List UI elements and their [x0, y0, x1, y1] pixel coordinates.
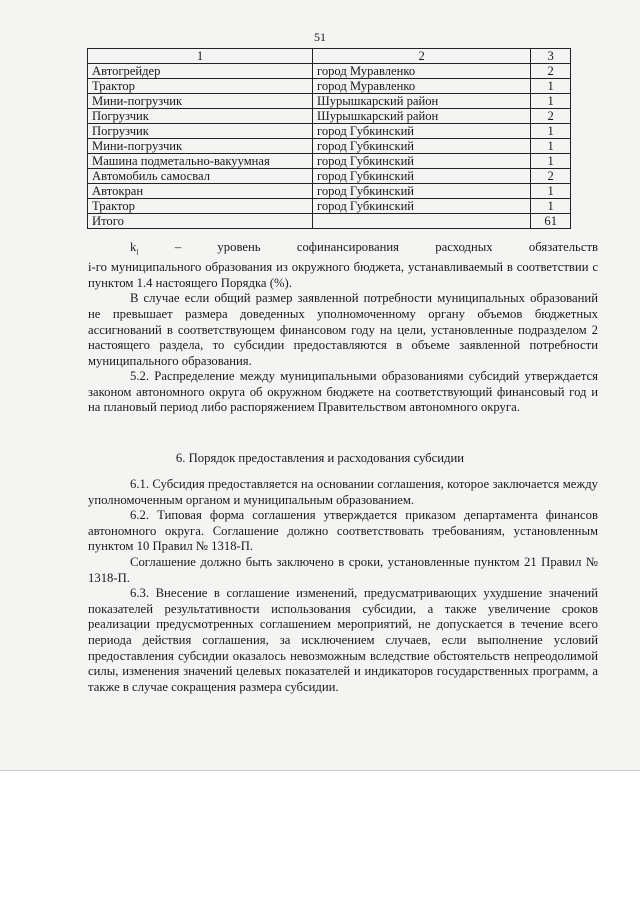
- paragraph: В случае если общий размер заявленной потребности муниципальных образований не превышает размера доведенных уполномоченному органу объемов бюджетных ассигнований в соответствующем финансовом году на цели, установленные подразделом 2 настоящего раздела, то субсидии предоставляются в объеме заявленной потребности муниципального образования.: [88, 291, 598, 368]
- ki-word: обязательств: [528, 240, 598, 254]
- total-empty-cell: [312, 214, 530, 229]
- count-cell: 1: [531, 124, 571, 139]
- location-cell: город Губкинский: [312, 154, 530, 169]
- table-header-cell: 1: [88, 49, 313, 64]
- text-block-bottom: [88, 477, 598, 695]
- equipment-name-cell: Автокран: [88, 184, 313, 199]
- page-number: 51: [314, 30, 326, 44]
- equipment-name-cell: Мини-погрузчик: [88, 94, 313, 109]
- paragraph: Соглашение должно быть заключено в сроки, установленные пунктом 21 Правил № 1318-П.: [88, 554, 598, 585]
- paragraph: 6.1. Субсидия предоставляется на основании соглашения, которое заключается между уполномоченным органом и муниципальным образованием.: [88, 477, 598, 507]
- location-cell: Шурышкарский район: [312, 94, 530, 109]
- table-row: [88, 109, 571, 124]
- location-cell: город Муравленко: [312, 64, 530, 79]
- location-cell: Шурышкарский район: [312, 109, 530, 124]
- count-cell: 2: [531, 64, 571, 79]
- table-row: [88, 124, 571, 139]
- ki-word: расходных: [435, 240, 493, 254]
- equipment-name-cell: Машина подметально-вакуумная: [88, 154, 313, 169]
- table-row: [88, 184, 571, 199]
- count-cell: 1: [531, 199, 571, 214]
- equipment-table: [87, 48, 571, 229]
- table-header-cell: 2: [312, 49, 530, 64]
- table-row: [88, 199, 571, 214]
- count-cell: 2: [531, 109, 571, 124]
- ki-word: –: [174, 240, 182, 254]
- table-row: [88, 169, 571, 184]
- location-cell: город Губкинский: [312, 139, 530, 154]
- equipment-name-cell: Погрузчик: [88, 109, 313, 124]
- count-cell: 2: [531, 169, 571, 184]
- count-cell: 1: [531, 139, 571, 154]
- location-cell: город Губкинский: [312, 184, 530, 199]
- location-cell: город Губкинский: [312, 124, 530, 139]
- paragraph: 5.2. Распределение между муниципальными образованиями субсидий утверждается законом автономного округа об окружном бюджете на соответствующий финансовый год и на плановый период либо распоряжением Правительством автономного округа.: [88, 369, 598, 415]
- count-cell: 1: [531, 154, 571, 169]
- table-row: [88, 64, 571, 79]
- table-row: [88, 94, 571, 109]
- table-row: [88, 154, 571, 169]
- total-label-cell: Итого: [88, 214, 313, 229]
- total-value-cell: 61: [531, 214, 571, 229]
- equipment-name-cell: Трактор: [88, 199, 313, 214]
- ki-definition-line: [88, 240, 598, 260]
- equipment-name-cell: Автомобиль самосвал: [88, 169, 313, 184]
- location-cell: город Губкинский: [312, 169, 530, 184]
- section-heading: 6. Порядок предоставления и расходования субсидии: [175, 451, 465, 465]
- equipment-name-cell: Погрузчик: [88, 124, 313, 139]
- ki-word: уровень: [217, 240, 261, 254]
- ki-definition-rest: i-го муниципального образования из окружного бюджета, устанавливаемый в соответствии с пунктом 1.4 настоящего Порядка (%).: [88, 260, 598, 290]
- text-block-top: [88, 240, 598, 416]
- equipment-name-cell: Автогрейдер: [88, 64, 313, 79]
- paragraph: 6.2. Типовая форма соглашения утверждается приказом департамента финансов автономного округа. Соглашение должно соответствовать требованиям, установленным пунктом 10 Правил № 1318-П.: [88, 508, 598, 554]
- equipment-name-cell: Мини-погрузчик: [88, 139, 313, 154]
- table-total-row: [88, 214, 571, 229]
- ki-symbol: $k_i$: [130, 240, 139, 257]
- table-row: [88, 139, 571, 154]
- count-cell: 1: [531, 184, 571, 199]
- table-row: [88, 79, 571, 94]
- equipment-name-cell: Трактор: [88, 79, 313, 94]
- table-header-row: [88, 49, 571, 64]
- count-cell: 1: [531, 79, 571, 94]
- location-cell: город Губкинский: [312, 199, 530, 214]
- table-header-cell: 3: [531, 49, 571, 64]
- location-cell: город Муравленко: [312, 79, 530, 94]
- paragraph: 6.3. Внесение в соглашение изменений, предусматривающих ухудшение значений показателей результативности использования субсидии, а также увеличение сроков реализации предусмотренных соглашением мероприятий, не допускается в течение всего периода действия соглашения, за исключением случаев, если выполнение условий предоставления субсидии оказалось невозможным вследствие обстоятельств непреодолимой силы, изменения значений целевых показателей и индикаторов государственных программ, а также в случае сокращения размера субсидии.: [88, 586, 598, 694]
- count-cell: 1: [531, 94, 571, 109]
- ki-word: софинансирования: [296, 240, 400, 254]
